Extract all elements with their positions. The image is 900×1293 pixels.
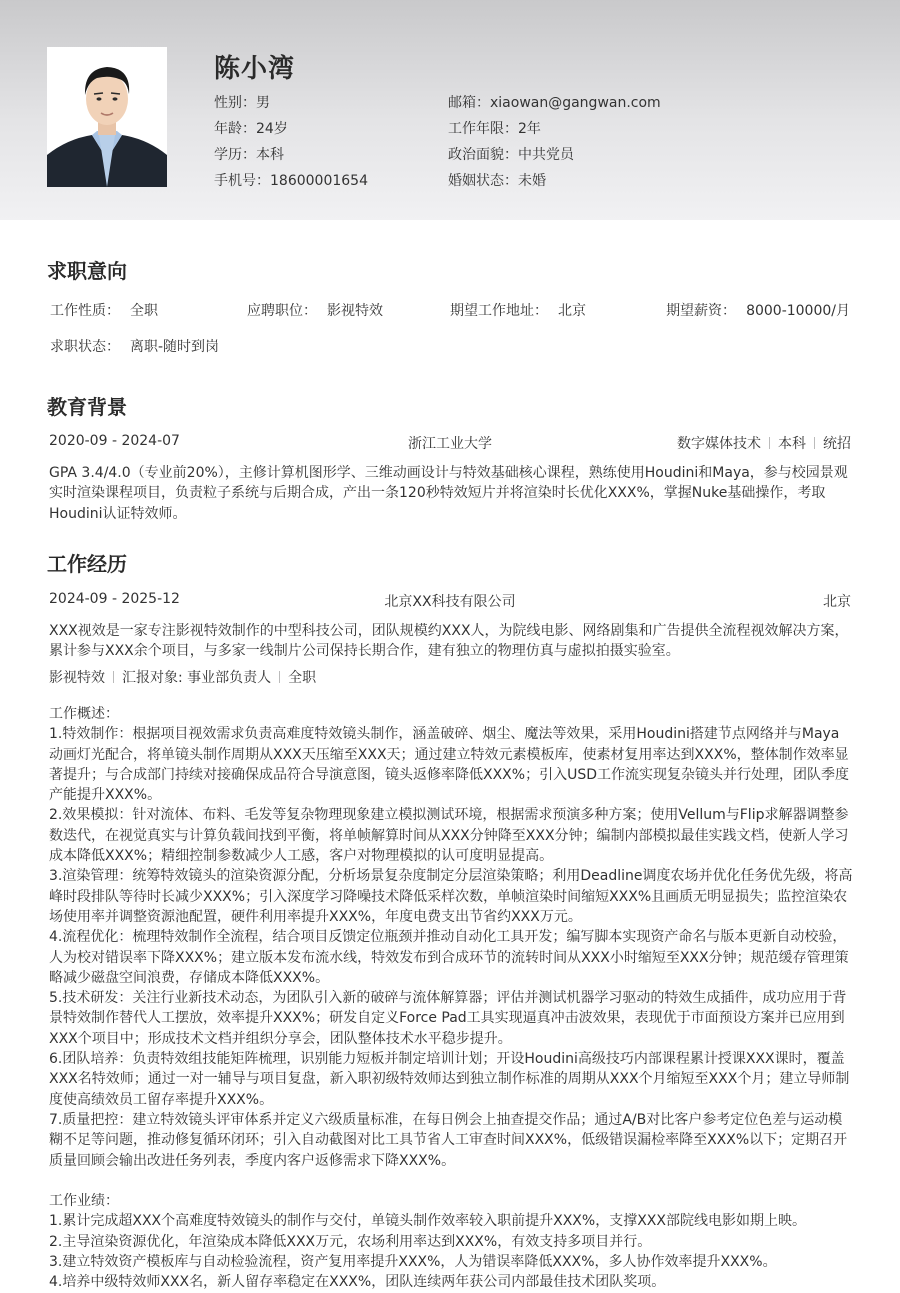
overview-item: 7.质量把控：建立特效镜头评审体系并定义六级质量标准，在每日例会上抽查提交作品；通过A/B对比客户参考定位色差与运动模糊不足等问题，推动修复循环闭环；引入自动截图对比工具节省人工审查时间XXX%，低级错误漏检率降至XXX%以下；定期召开质量回顾会输出改进任务列表，季度内客户返修需求下降XXX%。 <box>49 1111 848 1169</box>
work-tag: 影视特效 <box>49 670 105 686</box>
overview-item: 3.渲染管理：统筹特效镜头的渲染资源分配，分析场景复杂度制定分层渲染策略；利用Deadline调度农场并优化任务优先级，将高峰时段排队等待时长减少XXX%；引入深度学习降噪技术降低采样次数，单帧渲染时间缩短XXX%且画质无明显损失；监控渲染农场使用率并调整资源池配置，硬件利用率提升XXX%，年度电费支出节省约XXX万元。 <box>49 868 853 925</box>
job-location-label: 期望工作地址： <box>450 303 548 319</box>
overview-item: 2.效果模拟：针对流体、布料、毛发等复杂物理现象建立模拟测试环境，根据需求预演多种方案；使用Vellum与Flip求解器调整参数迭代，在视觉真实与计算负载间找到平衡，将单帧解算时间从XXX分钟降至XXX分钟；编制内部模拟最佳实践文档，使新人学习成本降低XXX%；精细控制参数减少人工感，客户对物理模拟的认可度明显提高。 <box>49 807 849 865</box>
phone-field: 手机号：18600001654 <box>214 173 368 189</box>
job-status-label: 求职状态： <box>50 339 120 355</box>
achievement-item: 4.培养中级特效师XXX名，新人留存率稳定在XXX%，团队连续两年获公司内部最佳技术团队奖项。 <box>49 1274 666 1291</box>
company-name: 北京XX科技有限公司 <box>384 594 516 610</box>
degree: 本科 <box>778 436 806 452</box>
section-title-education: 教育背景 <box>47 395 127 419</box>
job-location-value: 北京 <box>558 303 586 319</box>
work-city: 北京 <box>823 594 851 610</box>
overview-label: 工作概述： <box>49 706 119 722</box>
job-position-label: 应聘职位： <box>247 303 317 319</box>
job-status-value: 离职-随时到岗 <box>130 339 220 355</box>
job-status <box>50 336 219 356</box>
expected-salary-value: 8000-10000/月 <box>746 303 850 319</box>
job-location <box>450 300 586 320</box>
overview-item: 6.团队培养：负责特效组技能矩阵梳理，识别能力短板并制定培训计划；开设Houdini高级技巧内部课程累计授课XXX课时，覆盖XXX名特效师；通过一对一辅导与项目复盘，新入职初级特效师达到独立制作标准的周期从XXX个月缩短至XXX个月；建立导师制度使高绩效员工留存率提升XXX%。 <box>49 1051 850 1108</box>
job-position <box>247 300 383 320</box>
job-type-value: 全职 <box>130 303 158 319</box>
avatar-photo-image <box>47 47 167 187</box>
work-years-field: 工作年限：2年 <box>448 121 541 137</box>
expected-salary <box>666 300 850 320</box>
achievement-item: 1.累计完成超XXX个高难度特效镜头的制作与交付，单镜头制作效率较入职前提升XXX%，支撑XXX部院线电影如期上映。 <box>49 1213 806 1230</box>
divider <box>769 437 770 449</box>
achievements-label: 工作业绩： <box>49 1193 119 1210</box>
education-description: GPA 3.4/4.0（专业前20%），主修计算机图形学、三维动画设计与特效基础核心课程，熟练使用Houdini和Maya，参与校园景观实时渲染课程项目，负责粒子系统与后期合成，产出一条120秒特效短片并将渲染时长优化XXX%，掌握Nuke基础操作，考取Houdini认证特效师。 <box>49 465 848 522</box>
divider <box>279 671 280 683</box>
work-tags <box>49 668 316 688</box>
work-tag: 全职 <box>288 670 317 686</box>
job-type-label: 工作性质： <box>50 303 120 319</box>
profile-header <box>0 0 900 220</box>
overview-item: 5.技术研发：关注行业新技术动态，为团队引入新的破碎与流体解算器；评估并测试机器学习驱动的特效生成插件，成功应用于背景特效制作替代人工摆放，效率提升XXX%；研发自定义Force Pad工具实现逼真冲击波效果，表现优于市面预设方案并已应用到XXX个项目中；形成技术文档并组织分享会，团队整体技术水平稳步提升。 <box>49 990 847 1047</box>
education-summary-row <box>49 433 851 455</box>
achievement-item: 2.主导渲染资源优化，年渲染成本降低XXX万元，农场利用率达到XXX%，有效支持多项目并行。 <box>49 1233 652 1250</box>
section-title-work: 工作经历 <box>47 552 127 576</box>
education-level-field: 学历：本科 <box>214 147 284 163</box>
work-tag: 汇报对象: 事业部负责人 <box>122 670 272 686</box>
divider <box>814 437 815 449</box>
overview-item: 1.特效制作：根据项目视效需求负责高难度特效镜头制作，涵盖破碎、烟尘、魔法等效果，采用Houdini搭建节点网络并与Maya动画灯光配合，将单镜头制作周期从XXX天压缩至XXX天；通过建立特效元素模板库，使素材复用率达到XXX%，整体制作效率显著提升；与合成部门持续对接确保成品符合导演意图，镜头返修率降低XXX%；引入USD工作流实现复杂镜头并行处理，团队季度产能提升XXX%。 <box>49 726 849 804</box>
divider <box>113 671 114 683</box>
education-period: 2020-09 - 2024-07 <box>49 433 180 449</box>
gender-field: 性别：男 <box>214 95 270 111</box>
company-intro: XXX视效是一家专注影视特效制作的中型科技公司，团队规模约XXX人，为院线电影、网络剧集和广告提供全流程视效解决方案，累计参与XXX余个项目，与多家一线制片公司保持长期合作，建有独立的物理仿真与虚拟拍摄实验室。 <box>49 623 849 660</box>
expected-salary-label: 期望薪资： <box>666 303 737 319</box>
marital-status-field: 婚姻状态：未婚 <box>448 173 546 189</box>
spacer <box>49 1171 853 1191</box>
major: 数字媒体技术 <box>677 436 761 452</box>
education-tags <box>677 433 851 453</box>
achievement-item: 3.建立特效资产模板库与自动检验流程，资产复用率提升XXX%，人为错误率降低XXX%，多人协作效率提升XXX%。 <box>49 1254 777 1271</box>
intent-row <box>50 300 850 322</box>
work-details <box>49 704 853 1293</box>
overview-item: 4.流程优化：梳理特效制作全流程，结合项目反馈定位瓶颈并推动自动化工具开发；编写脚本实现资产命名与版本更新自动校验，人为校对错误率下降XXX%；建立版本发布流水线，特效发布到合成环节的流转时间从XXX小时缩短至XXX分钟；规范缓存管理策略减少磁盘空间浪费，存储成本降低XXX%。 <box>49 929 849 986</box>
work-summary-row <box>49 591 851 613</box>
candidate-name: 陈小湾 <box>214 54 296 84</box>
political-status-field: 政治面貌：中共党员 <box>448 147 574 163</box>
section-title-intent: 求职意向 <box>47 259 127 283</box>
enrollment-mode: 统招 <box>823 436 851 452</box>
profile-info-left <box>214 90 368 194</box>
job-position-value: 影视特效 <box>327 303 383 319</box>
profile-info-right <box>448 90 661 194</box>
job-type <box>50 300 158 320</box>
email-field: 邮箱：xiaowan@gangwan.com <box>448 95 661 111</box>
work-period: 2024-09 - 2025-12 <box>49 591 180 607</box>
age-field: 年龄：24岁 <box>214 121 288 137</box>
school-name: 浙江工业大学 <box>408 436 492 452</box>
avatar <box>47 47 167 187</box>
